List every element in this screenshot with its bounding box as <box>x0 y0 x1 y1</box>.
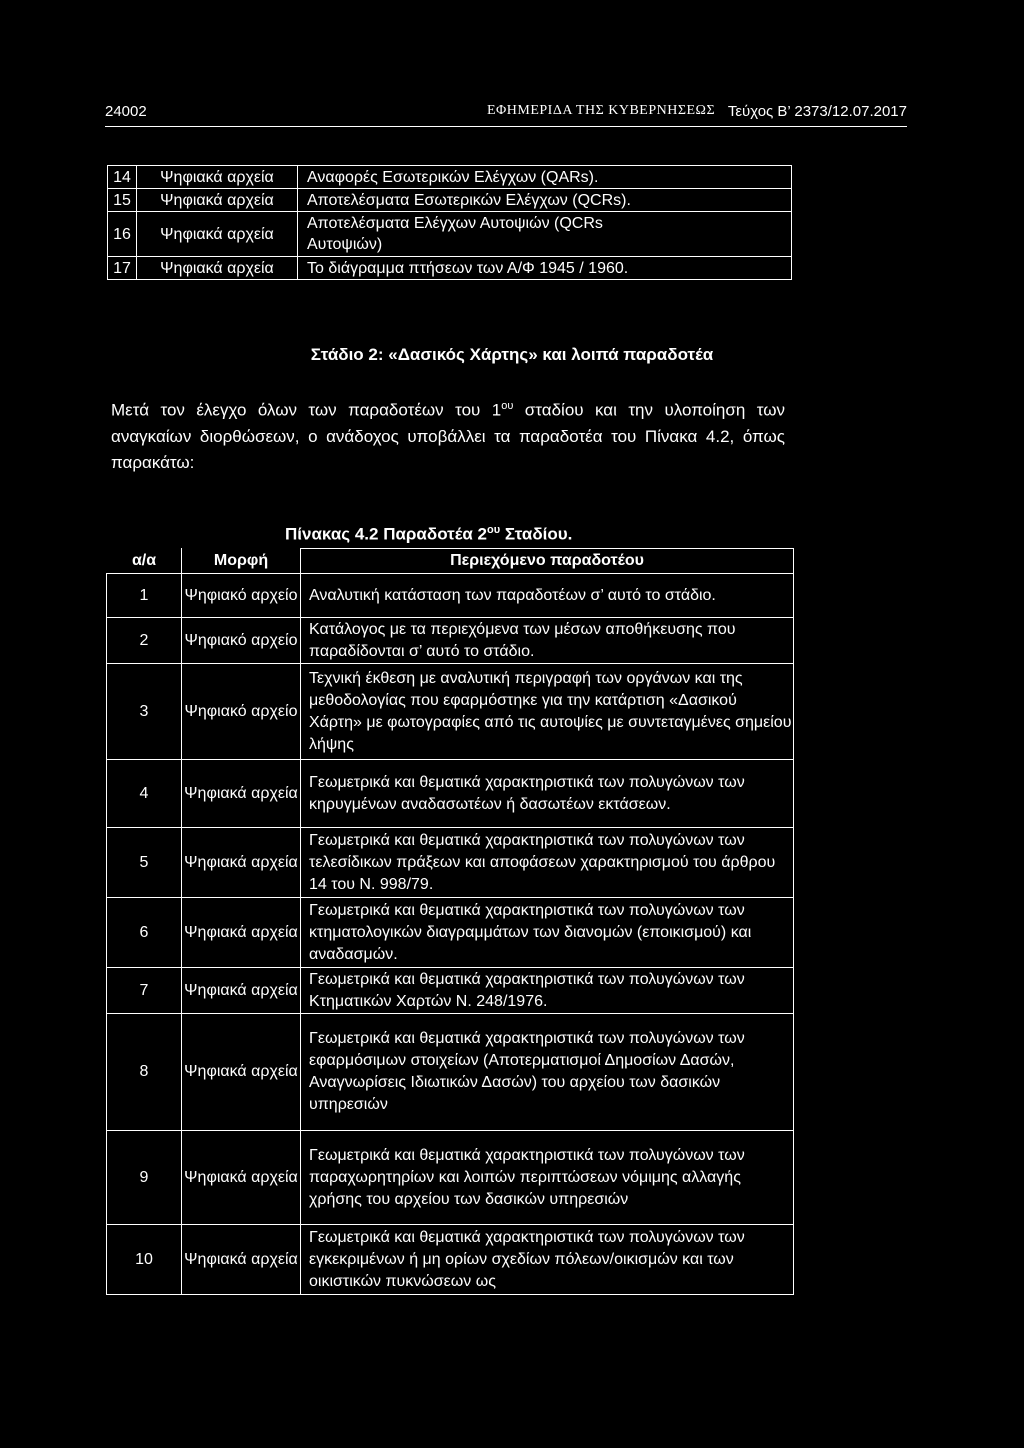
row-number: 16 <box>108 212 137 257</box>
page-number: 24002 <box>105 103 147 120</box>
caption-text-b: Σταδίου. <box>500 524 573 544</box>
row-content: Κατάλογος με τα περιεχόμενα των μέσων αποθήκευσης που παραδίδονται σ’ αυτό το στάδιο. <box>301 618 794 664</box>
table-row <box>108 257 792 280</box>
para-text-a: Μετά τον έλεγχο όλων των παραδοτέων του 1 <box>111 400 502 420</box>
row-number: 5 <box>107 828 182 898</box>
header-number: α/α <box>107 549 182 574</box>
row-form: Ψηφιακά αρχεία <box>137 189 298 212</box>
page-header <box>105 100 907 127</box>
table-row <box>107 968 794 1014</box>
row-number: 9 <box>107 1131 182 1225</box>
row-content: Γεωμετρικά και θεματικά χαρακτηριστικά των πολυγώνων των τελεσίδικων πράξεων και αποφάσεων χαρακτηρισμού του άρθρου 14 του Ν. 998/79. <box>301 828 794 898</box>
row-number: 14 <box>108 166 137 189</box>
row-number: 17 <box>108 257 137 280</box>
table-row <box>107 1131 794 1225</box>
row-content: Αναλυτική κατάσταση των παραδοτέων σ’ αυτό το στάδιο. <box>301 574 794 618</box>
row-content: Γεωμετρικά και θεματικά χαρακτηριστικά των πολυγώνων των κηρυγμένων αναδασωτέων ή δασωτέων εκτάσεων. <box>301 760 794 828</box>
row-number: 15 <box>108 189 137 212</box>
row-content: Γεωμετρικά και θεματικά χαρακτηριστικά των πολυγώνων των κτηματολογικών διαγραμμάτων των διανομών (εποικισμού) και αναδασμών. <box>301 898 794 968</box>
row-content: Γεωμετρικά και θεματικά χαρακτηριστικά των πολυγώνων των εγκεκριμένων ή μη ορίων σχεδίων πόλεων/οικισμών και των οικιστικών πυκνώσεων ως <box>301 1225 794 1295</box>
row-form: Ψηφιακά αρχεία <box>137 212 298 257</box>
row-form: Ψηφιακά αρχεία <box>137 257 298 280</box>
row-form: Ψηφιακά αρχεία <box>182 898 301 968</box>
row-content: Τεχνική έκθεση με αναλυτική περιγραφή των οργάνων και της μεθοδολογίας που εφαρμόστηκε για την κατάρτιση «Δασικού Χάρτη» με φωτογραφίες από τις αυτοψίες με συντεταγμένες σημείου λήψης <box>301 664 794 760</box>
table-row <box>107 664 794 760</box>
row-number: 8 <box>107 1014 182 1131</box>
row-number: 4 <box>107 760 182 828</box>
row-form: Ψηφιακό αρχείο <box>182 664 301 760</box>
section-title: Στάδιο 2: «Δασικός Χάρτης» και λοιπά παραδοτέα <box>310 345 714 364</box>
table-row <box>107 574 794 618</box>
table-caption <box>285 524 572 545</box>
table-row <box>107 1014 794 1131</box>
row-content: Το διάγραμμα πτήσεων των Α/Φ 1945 / 1960. <box>298 257 792 280</box>
intro-paragraph <box>111 393 785 476</box>
row-form: Ψηφιακά αρχεία <box>182 1131 301 1225</box>
row-form: Ψηφιακά αρχεία <box>182 1014 301 1131</box>
row-content: Αποτελέσματα Ελέγχων Αυτοψιών (QCRs Αυτοψιών) <box>298 212 792 257</box>
row-number: 6 <box>107 898 182 968</box>
table-header-row <box>107 549 794 574</box>
row-form: Ψηφιακό αρχείο <box>182 618 301 664</box>
deliverables-table <box>106 548 794 1295</box>
caption-superscript: ου <box>487 524 501 536</box>
continued-table <box>107 165 792 280</box>
table-row <box>108 212 792 257</box>
row-form: Ψηφιακά αρχεία <box>182 828 301 898</box>
row-number: 3 <box>107 664 182 760</box>
row-number: 1 <box>107 574 182 618</box>
para-superscript: ου <box>501 400 514 412</box>
row-form: Ψηφιακά αρχεία <box>182 1225 301 1295</box>
row-form: Ψηφιακά αρχεία <box>182 968 301 1014</box>
table-row <box>107 760 794 828</box>
caption-text-a: Πίνακας 4.2 Παραδοτέα 2 <box>285 524 487 544</box>
row-number: 2 <box>107 618 182 664</box>
row-content: Γεωμετρικά και θεματικά χαρακτηριστικά των πολυγώνων των παραχωρητηρίων και λοιπών περιπτώσεων νόμιμης αλλαγής χρήσης του αρχείου των δασικών υπηρεσιών <box>301 1131 794 1225</box>
row-number: 10 <box>107 1225 182 1295</box>
table-row <box>107 898 794 968</box>
issue-info: Τεύχος Β’ 2373/12.07.2017 <box>727 103 907 120</box>
table-row <box>108 166 792 189</box>
row-content: Αναφορές Εσωτερικών Ελέγχων (QARs). <box>298 166 792 189</box>
header-content: Περιεχόμενο παραδοτέου <box>301 549 794 574</box>
row-form: Ψηφιακά αρχεία <box>182 760 301 828</box>
table-row <box>107 1225 794 1295</box>
row-form: Ψηφιακά αρχεία <box>137 166 298 189</box>
row-form: Ψηφιακό αρχείο <box>182 574 301 618</box>
row-content: Αποτελέσματα Εσωτερικών Ελέγχων (QCRs). <box>298 189 792 212</box>
row-number: 7 <box>107 968 182 1014</box>
header-form: Μορφή <box>182 549 301 574</box>
row-content: Γεωμετρικά και θεματικά χαρακτηριστικά των πολυγώνων των Κτηματικών Χαρτών Ν. 248/1976. <box>301 968 794 1014</box>
table-row <box>107 618 794 664</box>
table-row <box>107 828 794 898</box>
table-row <box>108 189 792 212</box>
journal-title: ΕΦΗΜΕΡΙΔΑ ΤΗΣ ΚΥΒΕΡΝΗΣΕΩΣ <box>487 103 716 118</box>
row-content: Γεωμετρικά και θεματικά χαρακτηριστικά των πολυγώνων των εφαρμόσιμων στοιχείων (Αποτερματισμοί Δημοσίων Δασών, Αναγνωρίσεις Ιδιωτικών Δασών) του αρχείου των δασικών υπηρεσιών <box>301 1014 794 1131</box>
para-text-b: σταδίου και την υλοποίηση των αναγκαίων διορθώσεων, ο ανάδοχος υποβάλλει τα παραδοτέα του Πίνακα 4.2, όπως παρακάτω: <box>111 400 785 472</box>
